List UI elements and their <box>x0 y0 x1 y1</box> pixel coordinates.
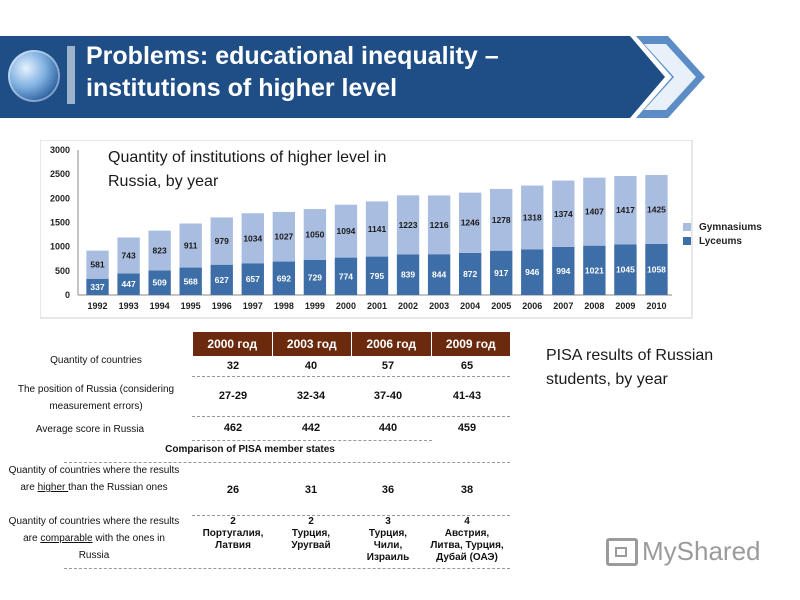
presentation-icon <box>606 538 638 566</box>
y-tick-label: 3000 <box>49 145 70 155</box>
data-label-lyceums: 447 <box>121 279 136 290</box>
globe-icon <box>8 50 60 102</box>
cell-comparable-line: Дубай (ОАЭ) <box>436 552 498 563</box>
x-tick-label: 2006 <box>522 301 543 311</box>
table-divider <box>64 462 510 463</box>
cell-comparable <box>188 516 278 552</box>
data-label-lyceums: 872 <box>463 268 478 279</box>
data-label-gymnasiums: 1027 <box>274 231 294 242</box>
banner-divider <box>67 46 75 104</box>
cell-comparable-line: Уругвай <box>291 540 331 551</box>
watermark-text: MyShared <box>642 536 761 566</box>
data-label-gymnasiums: 1223 <box>398 219 418 230</box>
table-divider <box>192 440 432 441</box>
row-label-comparable-underlined: comparable <box>40 533 93 544</box>
data-label-gymnasiums: 1278 <box>491 214 511 225</box>
cell-comparable-line: Чили, <box>373 540 403 551</box>
row-label-higher <box>8 462 180 496</box>
cell-position: 27-29 <box>218 390 248 402</box>
x-tick-label: 2008 <box>584 301 605 311</box>
watermark <box>606 536 761 567</box>
x-tick-label: 1994 <box>149 301 170 311</box>
x-tick-label: 1993 <box>118 301 139 311</box>
page-title-line2: institutions of higher level <box>86 74 398 102</box>
data-label-lyceums: 729 <box>307 272 322 283</box>
data-label-lyceums: 627 <box>214 274 229 285</box>
cell-comparable-line: 2 <box>230 516 236 527</box>
cell-average: 459 <box>457 422 477 434</box>
cell-comparable <box>343 516 433 564</box>
data-label-lyceums: 1058 <box>647 264 666 275</box>
cell-average: 462 <box>223 422 243 434</box>
pisa-header-2003: 2003 год <box>272 332 352 356</box>
data-label-lyceums: 844 <box>432 269 447 280</box>
cell-comparable-line: Турция, <box>291 528 331 539</box>
data-label-lyceums: 337 <box>90 281 105 292</box>
cell-comparable-line: Израиль <box>366 552 410 563</box>
pisa-note: PISA results of Russian students, by year <box>546 347 714 388</box>
data-label-gymnasiums: 1318 <box>522 212 542 223</box>
data-label-lyceums: 839 <box>400 269 416 280</box>
x-tick-label: 2003 <box>429 301 450 311</box>
chart-title: Quantity of institutions of higher level in Russia, by year <box>108 149 387 190</box>
data-label-gymnasiums: 823 <box>152 245 167 256</box>
cell-position: 32-34 <box>296 390 326 402</box>
row-label-position: The position of Russia (considering measurement errors) <box>17 384 175 412</box>
data-label-gymnasiums: 1374 <box>553 208 573 219</box>
y-tick-label: 500 <box>54 265 70 276</box>
cell-position: 37-40 <box>373 390 403 402</box>
cell-higher: 38 <box>460 484 474 496</box>
data-label-lyceums: 692 <box>276 273 291 284</box>
section-title: Comparison of PISA member states <box>165 444 335 455</box>
cell-countries: 57 <box>381 360 395 372</box>
x-tick-label: 2009 <box>615 301 636 311</box>
data-label-lyceums: 1021 <box>584 265 604 276</box>
data-label-gymnasiums: 979 <box>214 236 229 247</box>
cell-comparable-line: Литва, Турция, <box>430 540 504 551</box>
legend-swatch-gymnasiums <box>683 223 691 231</box>
cell-average: 440 <box>378 422 398 434</box>
pisa-header-2006: 2006 год <box>351 332 431 356</box>
data-label-lyceums: 994 <box>556 265 571 276</box>
table-divider <box>64 568 510 569</box>
legend-item-lyceums <box>683 234 762 248</box>
data-label-gymnasiums: 1425 <box>647 204 666 215</box>
cell-higher: 26 <box>226 484 240 496</box>
cell-comparable-line: 3 <box>385 516 391 527</box>
page-title <box>86 40 606 104</box>
cell-comparable-line: 2 <box>308 516 314 527</box>
data-label-lyceums: 509 <box>152 277 167 288</box>
row-label-comparable <box>8 513 180 564</box>
page-title-line1: Problems: educational inequality – <box>86 42 499 70</box>
x-tick-label: 1996 <box>211 301 232 311</box>
cell-average: 442 <box>301 422 321 434</box>
cell-higher: 31 <box>304 484 318 496</box>
y-tick-label: 2000 <box>49 193 70 204</box>
data-label-gymnasiums: 1141 <box>367 224 387 235</box>
data-label-gymnasiums: 1246 <box>460 217 480 228</box>
x-tick-label: 1999 <box>304 301 325 311</box>
x-tick-label: 1998 <box>273 301 294 311</box>
x-tick-label: 1995 <box>180 301 201 311</box>
cell-comparable <box>422 516 512 564</box>
x-tick-label: 2004 <box>460 301 481 311</box>
cell-countries: 65 <box>460 360 474 372</box>
y-tick-label: 2500 <box>49 169 70 180</box>
cell-position: 41-43 <box>452 390 482 402</box>
data-label-lyceums: 774 <box>338 271 354 282</box>
y-tick-label: 1500 <box>49 217 70 228</box>
table-divider <box>192 515 510 516</box>
legend-item-gymnasiums <box>683 220 762 234</box>
cell-comparable-line: 4 <box>464 516 470 527</box>
cell-higher: 36 <box>381 484 395 496</box>
row-label-higher-pre: Quantity of countries where the results are <box>8 465 180 493</box>
row-label-comparable-post: with the ones in Russia <box>78 533 165 561</box>
cell-countries: 40 <box>304 360 318 372</box>
row-label-comparable-pre: Quantity of countries where the results are <box>8 516 180 544</box>
pisa-table-header <box>192 332 510 356</box>
data-label-lyceums: 795 <box>369 270 385 281</box>
cell-comparable-line: Турция, <box>368 528 408 539</box>
chart-legend <box>683 220 762 248</box>
x-tick-label: 2002 <box>398 301 419 311</box>
legend-label-lyceums: Lyceums <box>699 235 742 247</box>
row-label-average: Average score in Russia <box>35 424 145 435</box>
y-tick-label: 0 <box>64 290 70 300</box>
data-label-gymnasiums: 1407 <box>584 206 604 217</box>
table-divider <box>192 416 510 417</box>
x-tick-label: 2001 <box>366 301 388 311</box>
row-label-countries: Quantity of countries <box>50 355 142 366</box>
row-label-higher-underlined: higher <box>37 482 69 493</box>
legend-label-gymnasiums: Gymnasiums <box>699 221 762 233</box>
y-tick-label: 1000 <box>49 241 70 252</box>
data-label-lyceums: 657 <box>245 274 260 285</box>
cell-comparable-line: Латвия <box>215 540 251 551</box>
data-label-gymnasiums: 1216 <box>429 219 449 230</box>
x-tick-label: 1997 <box>242 301 263 311</box>
data-label-lyceums: 1045 <box>615 264 635 275</box>
data-label-gymnasiums: 743 <box>121 250 136 261</box>
data-label-gymnasiums: 911 <box>183 240 198 251</box>
cell-countries: 32 <box>226 360 240 372</box>
cell-comparable-line: Австрия, <box>444 528 490 539</box>
legend-swatch-lyceums <box>683 237 691 245</box>
x-tick-label: 1992 <box>87 301 108 311</box>
data-label-lyceums: 917 <box>494 267 509 278</box>
pisa-header-2000: 2000 год <box>192 332 272 356</box>
data-label-gymnasiums: 1050 <box>305 229 325 240</box>
data-label-gymnasiums: 1417 <box>615 205 635 216</box>
data-label-gymnasiums: 1094 <box>336 226 356 237</box>
x-tick-label: 2000 <box>335 301 356 311</box>
x-tick-label: 2010 <box>646 301 667 311</box>
data-label-lyceums: 568 <box>183 276 198 287</box>
data-label-gymnasiums: 581 <box>90 259 105 270</box>
cell-comparable-line: Португалия, <box>202 528 264 539</box>
pisa-header-2009: 2009 год <box>431 332 511 356</box>
data-label-gymnasiums: 1034 <box>243 233 263 244</box>
row-label-higher-post: than the Russian ones <box>68 482 168 493</box>
data-label-lyceums: 946 <box>525 267 540 278</box>
table-divider <box>192 376 510 377</box>
x-tick-label: 2007 <box>553 301 574 311</box>
x-tick-label: 2005 <box>491 301 512 311</box>
